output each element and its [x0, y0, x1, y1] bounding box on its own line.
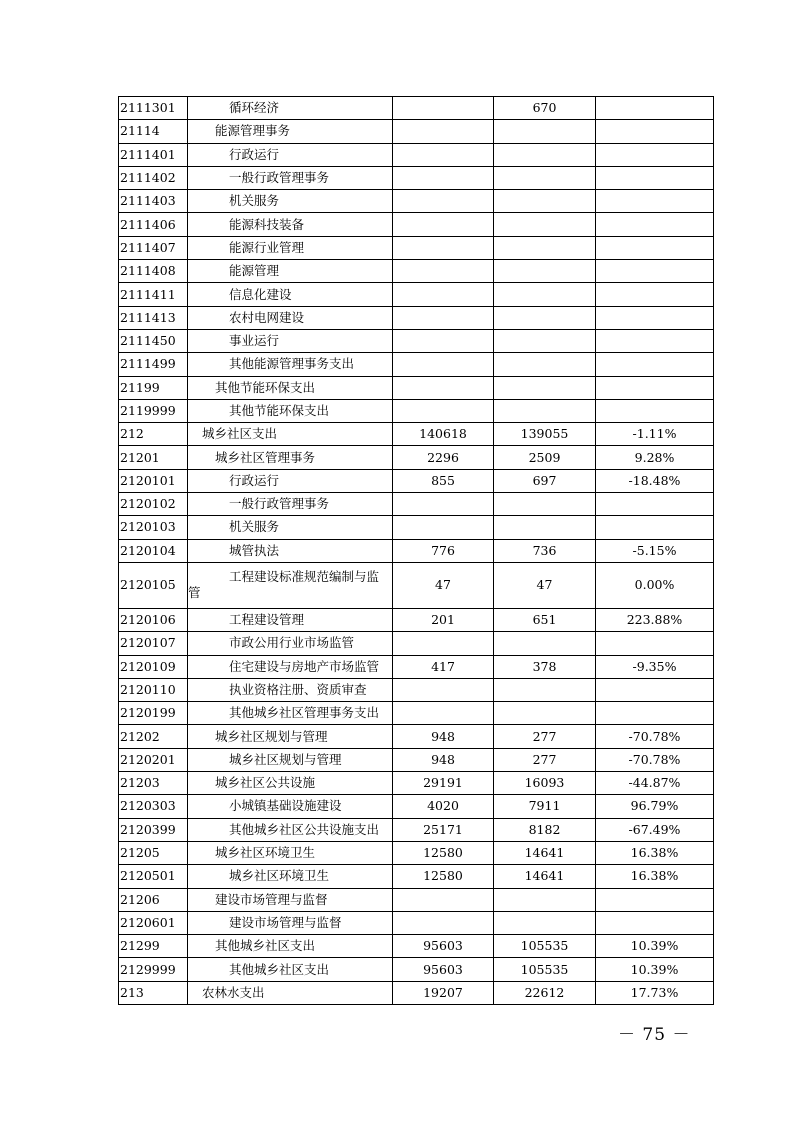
- account-name-cell: [188, 562, 393, 608]
- account-name-cell: 建设市场管理与监督: [188, 911, 393, 934]
- change-percent-cell: -44.87%: [596, 772, 714, 795]
- account-code-cell: 21199: [119, 376, 188, 399]
- account-name-cell: 行政运行: [188, 469, 393, 492]
- change-percent-cell: [596, 329, 714, 352]
- table-row: [119, 423, 714, 446]
- table-row: [119, 958, 714, 981]
- account-code-cell: 2120105: [119, 562, 188, 608]
- current-amount-cell: 14641: [494, 841, 596, 864]
- change-percent-cell: [596, 260, 714, 283]
- change-percent-cell: -67.49%: [596, 818, 714, 841]
- account-name-cell: 城乡社区规划与管理: [188, 725, 393, 748]
- table-row: [119, 236, 714, 259]
- change-percent-cell: 17.73%: [596, 981, 714, 1004]
- account-name-cell: 机关服务: [188, 516, 393, 539]
- table-row: [119, 493, 714, 516]
- account-name-cell: 一般行政管理事务: [188, 493, 393, 516]
- account-code-cell: 21299: [119, 935, 188, 958]
- table-row: [119, 97, 714, 120]
- current-amount-cell: 277: [494, 725, 596, 748]
- table-row: [119, 446, 714, 469]
- account-code-cell: 2120199: [119, 702, 188, 725]
- change-percent-cell: [596, 306, 714, 329]
- change-percent-cell: 10.39%: [596, 958, 714, 981]
- account-code-cell: 2111499: [119, 353, 188, 376]
- current-amount-cell: [494, 143, 596, 166]
- prior-year-amount-cell: 19207: [393, 981, 494, 1004]
- account-name-cell: 工程建设管理: [188, 608, 393, 631]
- current-amount-cell: [494, 260, 596, 283]
- change-percent-cell: [596, 493, 714, 516]
- account-code-cell: 2111403: [119, 190, 188, 213]
- change-percent-cell: [596, 143, 714, 166]
- current-amount-cell: [494, 213, 596, 236]
- current-amount-cell: 8182: [494, 818, 596, 841]
- current-amount-cell: [494, 236, 596, 259]
- prior-year-amount-cell: 948: [393, 725, 494, 748]
- change-percent-cell: -70.78%: [596, 725, 714, 748]
- prior-year-amount-cell: [393, 399, 494, 422]
- page-number: － 75 －: [618, 1025, 691, 1045]
- table-row: [119, 469, 714, 492]
- prior-year-amount-cell: [393, 888, 494, 911]
- table-row: [119, 190, 714, 213]
- table-row: [119, 143, 714, 166]
- account-code-cell: 2120399: [119, 818, 188, 841]
- account-name-cell: 能源科技装备: [188, 213, 393, 236]
- change-percent-cell: [596, 376, 714, 399]
- account-name-cell: 其他城乡社区支出: [188, 935, 393, 958]
- account-name-cell: 城乡社区环境卫生: [188, 865, 393, 888]
- current-amount-cell: [494, 399, 596, 422]
- change-percent-cell: 16.38%: [596, 841, 714, 864]
- prior-year-amount-cell: [393, 260, 494, 283]
- account-code-cell: 21201: [119, 446, 188, 469]
- account-name-cell: 能源管理: [188, 260, 393, 283]
- account-code-cell: 2111401: [119, 143, 188, 166]
- account-name-cell: 其他城乡社区支出: [188, 958, 393, 981]
- prior-year-amount-cell: [393, 911, 494, 934]
- account-name-cell: 机关服务: [188, 190, 393, 213]
- table-row: [119, 283, 714, 306]
- account-name-cell: 事业运行: [188, 329, 393, 352]
- account-name-cell: 小城镇基础设施建设: [188, 795, 393, 818]
- prior-year-amount-cell: [393, 283, 494, 306]
- change-percent-cell: [596, 283, 714, 306]
- change-percent-cell: -1.11%: [596, 423, 714, 446]
- account-code-cell: 212: [119, 423, 188, 446]
- prior-year-amount-cell: [393, 213, 494, 236]
- account-name-cell: 建设市场管理与监督: [188, 888, 393, 911]
- account-code-cell: 2111301: [119, 97, 188, 120]
- change-percent-cell: 9.28%: [596, 446, 714, 469]
- current-amount-cell: [494, 306, 596, 329]
- current-amount-cell: 736: [494, 539, 596, 562]
- current-amount-cell: 277: [494, 748, 596, 771]
- account-name-cell: 其他节能环保支出: [188, 399, 393, 422]
- table-row: [119, 353, 714, 376]
- account-name-cell: 其他能源管理事务支出: [188, 353, 393, 376]
- change-percent-cell: 0.00%: [596, 562, 714, 608]
- prior-year-amount-cell: [393, 702, 494, 725]
- account-code-cell: 2120104: [119, 539, 188, 562]
- change-percent-cell: -70.78%: [596, 748, 714, 771]
- table-row: [119, 399, 714, 422]
- current-amount-cell: [494, 166, 596, 189]
- change-percent-cell: -5.15%: [596, 539, 714, 562]
- prior-year-amount-cell: 2296: [393, 446, 494, 469]
- account-code-cell: 2120101: [119, 469, 188, 492]
- change-percent-cell: [596, 516, 714, 539]
- current-amount-cell: [494, 678, 596, 701]
- account-code-cell: 2120501: [119, 865, 188, 888]
- prior-year-amount-cell: [393, 353, 494, 376]
- account-code-cell: 2120102: [119, 493, 188, 516]
- table-row: [119, 260, 714, 283]
- table-row: [119, 608, 714, 631]
- account-code-cell: 21203: [119, 772, 188, 795]
- change-percent-cell: [596, 399, 714, 422]
- prior-year-amount-cell: 47: [393, 562, 494, 608]
- change-percent-cell: [596, 213, 714, 236]
- account-name-cell: 住宅建设与房地产市场监管: [188, 655, 393, 678]
- current-amount-cell: [494, 283, 596, 306]
- current-amount-cell: [494, 516, 596, 539]
- prior-year-amount-cell: [393, 120, 494, 143]
- current-amount-cell: 651: [494, 608, 596, 631]
- account-code-cell: 2111406: [119, 213, 188, 236]
- account-code-cell: 2120601: [119, 911, 188, 934]
- table-row: [119, 166, 714, 189]
- change-percent-cell: 223.88%: [596, 608, 714, 631]
- account-code-cell: 21206: [119, 888, 188, 911]
- account-name-cell: 市政公用行业市场监管: [188, 632, 393, 655]
- account-name-cell: 其他城乡社区管理事务支出: [188, 702, 393, 725]
- account-code-cell: 2129999: [119, 958, 188, 981]
- change-percent-cell: [596, 97, 714, 120]
- current-amount-cell: [494, 911, 596, 934]
- change-percent-cell: [596, 190, 714, 213]
- table-row: [119, 795, 714, 818]
- change-percent-cell: [596, 888, 714, 911]
- table-row: [119, 725, 714, 748]
- current-amount-cell: 14641: [494, 865, 596, 888]
- change-percent-cell: [596, 702, 714, 725]
- prior-year-amount-cell: [393, 678, 494, 701]
- account-code-cell: 2120107: [119, 632, 188, 655]
- account-code-cell: 213: [119, 981, 188, 1004]
- account-name-cell: 行政运行: [188, 143, 393, 166]
- prior-year-amount-cell: 29191: [393, 772, 494, 795]
- prior-year-amount-cell: [393, 306, 494, 329]
- prior-year-amount-cell: 4020: [393, 795, 494, 818]
- table-row: [119, 818, 714, 841]
- current-amount-cell: 670: [494, 97, 596, 120]
- table-row: [119, 539, 714, 562]
- table-row: [119, 655, 714, 678]
- current-amount-cell: [494, 120, 596, 143]
- account-code-cell: 2120103: [119, 516, 188, 539]
- account-name-cell: 农村电网建设: [188, 306, 393, 329]
- prior-year-amount-cell: 95603: [393, 935, 494, 958]
- prior-year-amount-cell: [393, 493, 494, 516]
- account-code-cell: 21205: [119, 841, 188, 864]
- prior-year-amount-cell: [393, 632, 494, 655]
- table-row: [119, 748, 714, 771]
- prior-year-amount-cell: 855: [393, 469, 494, 492]
- table-row: [119, 632, 714, 655]
- account-code-cell: 21202: [119, 725, 188, 748]
- account-code-cell: 2111413: [119, 306, 188, 329]
- prior-year-amount-cell: [393, 376, 494, 399]
- account-name-cell: 城乡社区环境卫生: [188, 841, 393, 864]
- prior-year-amount-cell: [393, 166, 494, 189]
- change-percent-cell: [596, 353, 714, 376]
- current-amount-cell: 7911: [494, 795, 596, 818]
- prior-year-amount-cell: [393, 236, 494, 259]
- table-row: [119, 562, 714, 608]
- current-amount-cell: [494, 376, 596, 399]
- account-code-cell: 2111408: [119, 260, 188, 283]
- table-row: [119, 981, 714, 1004]
- change-percent-cell: -9.35%: [596, 655, 714, 678]
- account-code-cell: 21114: [119, 120, 188, 143]
- account-code-cell: 2111407: [119, 236, 188, 259]
- current-amount-cell: [494, 702, 596, 725]
- prior-year-amount-cell: 25171: [393, 818, 494, 841]
- table-row: [119, 306, 714, 329]
- account-name-cell: 城乡社区支出: [188, 423, 393, 446]
- current-amount-cell: [494, 190, 596, 213]
- change-percent-cell: [596, 632, 714, 655]
- change-percent-cell: [596, 911, 714, 934]
- current-amount-cell: [494, 888, 596, 911]
- account-code-cell: 2120110: [119, 678, 188, 701]
- prior-year-amount-cell: 776: [393, 539, 494, 562]
- table-row: [119, 911, 714, 934]
- table-row: [119, 376, 714, 399]
- current-amount-cell: [494, 493, 596, 516]
- change-percent-cell: 10.39%: [596, 935, 714, 958]
- change-percent-cell: -18.48%: [596, 469, 714, 492]
- table-row: [119, 865, 714, 888]
- current-amount-cell: [494, 353, 596, 376]
- table-row: [119, 678, 714, 701]
- account-name-cell: 能源行业管理: [188, 236, 393, 259]
- change-percent-cell: [596, 678, 714, 701]
- account-name-cell: 能源管理事务: [188, 120, 393, 143]
- current-amount-cell: 697: [494, 469, 596, 492]
- account-name-cell: 执业资格注册、资质审查: [188, 678, 393, 701]
- prior-year-amount-cell: 417: [393, 655, 494, 678]
- account-code-cell: 2120106: [119, 608, 188, 631]
- prior-year-amount-cell: 201: [393, 608, 494, 631]
- account-name-cell: 一般行政管理事务: [188, 166, 393, 189]
- account-code-cell: 2119999: [119, 399, 188, 422]
- account-name-cell: 农林水支出: [188, 981, 393, 1004]
- current-amount-cell: 47: [494, 562, 596, 608]
- prior-year-amount-cell: [393, 329, 494, 352]
- table-row: [119, 935, 714, 958]
- prior-year-amount-cell: 12580: [393, 865, 494, 888]
- account-code-cell: 2111402: [119, 166, 188, 189]
- current-amount-cell: 139055: [494, 423, 596, 446]
- account-name-line-1: 工程建设标准规范编制与监: [229, 569, 380, 585]
- change-percent-cell: 96.79%: [596, 795, 714, 818]
- account-name-cell: 循环经济: [188, 97, 393, 120]
- prior-year-amount-cell: [393, 516, 494, 539]
- account-name-cell: 城乡社区公共设施: [188, 772, 393, 795]
- table-row: [119, 702, 714, 725]
- prior-year-amount-cell: 948: [393, 748, 494, 771]
- current-amount-cell: 2509: [494, 446, 596, 469]
- budget-table: [118, 96, 714, 1005]
- account-code-cell: 2120201: [119, 748, 188, 771]
- table-row: [119, 213, 714, 236]
- prior-year-amount-cell: [393, 190, 494, 213]
- prior-year-amount-cell: 12580: [393, 841, 494, 864]
- current-amount-cell: 378: [494, 655, 596, 678]
- table-row: [119, 772, 714, 795]
- account-name-cell: 其他城乡社区公共设施支出: [188, 818, 393, 841]
- account-code-cell: 2111450: [119, 329, 188, 352]
- account-code-cell: 2111411: [119, 283, 188, 306]
- account-code-cell: 2120109: [119, 655, 188, 678]
- prior-year-amount-cell: 95603: [393, 958, 494, 981]
- account-name-cell: 信息化建设: [188, 283, 393, 306]
- current-amount-cell: 22612: [494, 981, 596, 1004]
- current-amount-cell: 105535: [494, 935, 596, 958]
- table-row: [119, 888, 714, 911]
- prior-year-amount-cell: [393, 97, 494, 120]
- current-amount-cell: 16093: [494, 772, 596, 795]
- current-amount-cell: [494, 632, 596, 655]
- change-percent-cell: [596, 236, 714, 259]
- prior-year-amount-cell: [393, 143, 494, 166]
- account-code-cell: 2120303: [119, 795, 188, 818]
- change-percent-cell: 16.38%: [596, 865, 714, 888]
- table-row: [119, 329, 714, 352]
- change-percent-cell: [596, 166, 714, 189]
- current-amount-cell: 105535: [494, 958, 596, 981]
- table-body: [119, 97, 714, 1005]
- account-name-line-2: 管: [188, 585, 201, 601]
- prior-year-amount-cell: 140618: [393, 423, 494, 446]
- account-name-cell: 其他节能环保支出: [188, 376, 393, 399]
- table-row: [119, 841, 714, 864]
- table-row: [119, 516, 714, 539]
- account-name-cell: 城管执法: [188, 539, 393, 562]
- table-row: [119, 120, 714, 143]
- change-percent-cell: [596, 120, 714, 143]
- account-name-cell: 城乡社区管理事务: [188, 446, 393, 469]
- current-amount-cell: [494, 329, 596, 352]
- account-name-cell: 城乡社区规划与管理: [188, 748, 393, 771]
